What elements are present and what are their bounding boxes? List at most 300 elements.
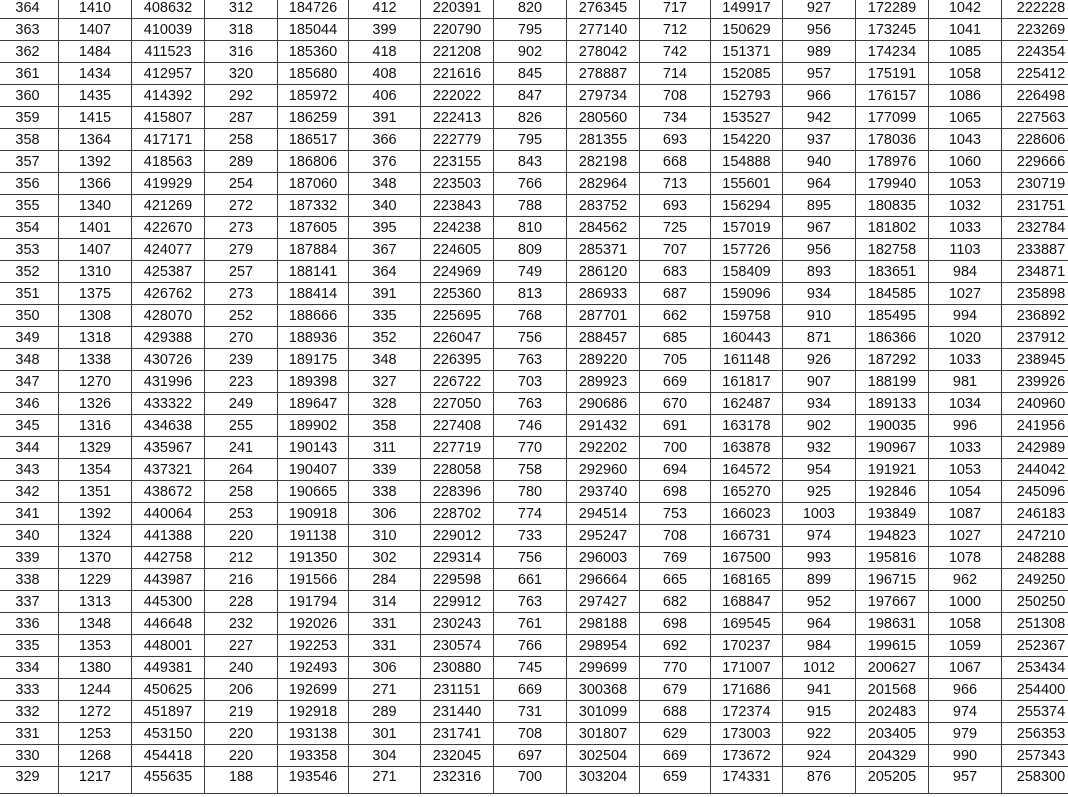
table-cell[interactable]: 192253 [278,635,349,657]
table-cell[interactable]: 902 [783,415,856,437]
table-cell[interactable]: 1375 [59,283,132,305]
table-cell[interactable]: 940 [783,151,856,173]
table-cell[interactable]: 1027 [929,283,1002,305]
table-cell[interactable]: 157726 [711,239,783,261]
table-cell[interactable]: 188 [205,767,278,794]
table-cell[interactable]: 300368 [567,679,640,701]
table-cell[interactable]: 693 [640,129,711,151]
table-cell[interactable]: 226722 [421,371,494,393]
table-cell[interactable]: 362 [0,41,59,63]
table-cell[interactable]: 399 [349,19,421,41]
table-cell[interactable]: 186366 [856,327,929,349]
table-cell[interactable]: 193138 [278,723,349,745]
table-cell[interactable]: 685 [640,327,711,349]
table-cell[interactable]: 190407 [278,459,349,481]
table-cell[interactable]: 227563 [1002,107,1068,129]
table-cell[interactable]: 188936 [278,327,349,349]
table-cell[interactable]: 256353 [1002,723,1068,745]
table-cell[interactable]: 189133 [856,393,929,415]
table-cell[interactable]: 195816 [856,547,929,569]
table-cell[interactable]: 173003 [711,723,783,745]
table-cell[interactable]: 1034 [929,393,1002,415]
table-cell[interactable]: 204329 [856,745,929,767]
table-cell[interactable]: 687 [640,283,711,305]
table-cell[interactable]: 820 [494,0,567,19]
table-cell[interactable]: 705 [640,349,711,371]
table-cell[interactable]: 276345 [567,0,640,19]
table-cell[interactable]: 925 [783,481,856,503]
table-cell[interactable]: 895 [783,195,856,217]
table-cell[interactable]: 338 [0,569,59,591]
table-cell[interactable]: 924 [783,745,856,767]
table-cell[interactable]: 205205 [856,767,929,794]
table-cell[interactable]: 937 [783,129,856,151]
table-cell[interactable]: 1043 [929,129,1002,151]
table-cell[interactable]: 233887 [1002,239,1068,261]
table-cell[interactable]: 957 [929,767,1002,794]
table-cell[interactable]: 181802 [856,217,929,239]
table-cell[interactable]: 289 [205,151,278,173]
table-cell[interactable]: 788 [494,195,567,217]
table-cell[interactable]: 202483 [856,701,929,723]
table-cell[interactable]: 1434 [59,63,132,85]
table-cell[interactable]: 745 [494,657,567,679]
table-cell[interactable]: 1058 [929,613,1002,635]
table-cell[interactable]: 424077 [132,239,205,261]
table-cell[interactable]: 703 [494,371,567,393]
table-cell[interactable]: 451897 [132,701,205,723]
table-cell[interactable]: 222022 [421,85,494,107]
table-cell[interactable]: 412957 [132,63,205,85]
table-cell[interactable]: 1370 [59,547,132,569]
table-cell[interactable]: 418 [349,41,421,63]
table-cell[interactable]: 196715 [856,569,929,591]
table-cell[interactable]: 669 [640,371,711,393]
table-cell[interactable]: 795 [494,19,567,41]
table-cell[interactable]: 270 [205,327,278,349]
table-cell[interactable]: 289923 [567,371,640,393]
table-cell[interactable]: 225360 [421,283,494,305]
table-cell[interactable]: 692 [640,635,711,657]
table-cell[interactable]: 411523 [132,41,205,63]
table-cell[interactable]: 763 [494,393,567,415]
table-cell[interactable]: 245096 [1002,481,1068,503]
table-cell[interactable]: 176157 [856,85,929,107]
table-cell[interactable]: 294514 [567,503,640,525]
table-cell[interactable]: 161817 [711,371,783,393]
table-cell[interactable]: 455635 [132,767,205,794]
table-cell[interactable]: 228702 [421,503,494,525]
table-cell[interactable]: 408632 [132,0,205,19]
table-cell[interactable]: 333 [0,679,59,701]
table-cell[interactable]: 758 [494,459,567,481]
table-cell[interactable]: 355 [0,195,59,217]
table-cell[interactable]: 1253 [59,723,132,745]
table-cell[interactable]: 298188 [567,613,640,635]
table-cell[interactable]: 189398 [278,371,349,393]
table-cell[interactable]: 191138 [278,525,349,547]
table-cell[interactable]: 418563 [132,151,205,173]
table-cell[interactable]: 224969 [421,261,494,283]
table-cell[interactable]: 1484 [59,41,132,63]
table-cell[interactable]: 220391 [421,0,494,19]
table-cell[interactable]: 1244 [59,679,132,701]
table-cell[interactable]: 174331 [711,767,783,794]
table-cell[interactable]: 225412 [1002,63,1068,85]
table-cell[interactable]: 296664 [567,569,640,591]
table-cell[interactable]: 1065 [929,107,1002,129]
table-cell[interactable]: 191794 [278,591,349,613]
table-cell[interactable]: 191566 [278,569,349,591]
table-cell[interactable]: 1354 [59,459,132,481]
table-cell[interactable]: 1033 [929,217,1002,239]
table-cell[interactable]: 190665 [278,481,349,503]
table-cell[interactable]: 429388 [132,327,205,349]
table-cell[interactable]: 187884 [278,239,349,261]
table-cell[interactable]: 1313 [59,591,132,613]
table-cell[interactable]: 345 [0,415,59,437]
table-cell[interactable]: 301099 [567,701,640,723]
table-cell[interactable]: 984 [783,635,856,657]
table-cell[interactable]: 964 [783,173,856,195]
table-cell[interactable]: 1053 [929,173,1002,195]
table-cell[interactable]: 708 [494,723,567,745]
table-cell[interactable]: 691 [640,415,711,437]
table-cell[interactable]: 154888 [711,151,783,173]
table-cell[interactable]: 228 [205,591,278,613]
table-cell[interactable]: 871 [783,327,856,349]
table-cell[interactable]: 668 [640,151,711,173]
table-cell[interactable]: 258300 [1002,767,1068,794]
table-cell[interactable]: 962 [929,569,1002,591]
table-cell[interactable]: 1326 [59,393,132,415]
table-cell[interactable]: 184585 [856,283,929,305]
table-cell[interactable]: 1059 [929,635,1002,657]
table-cell[interactable]: 223269 [1002,19,1068,41]
table-cell[interactable]: 246183 [1002,503,1068,525]
table-cell[interactable]: 284 [349,569,421,591]
table-cell[interactable]: 826 [494,107,567,129]
table-cell[interactable]: 713 [640,173,711,195]
table-cell[interactable]: 665 [640,569,711,591]
table-cell[interactable]: 152085 [711,63,783,85]
table-cell[interactable]: 290686 [567,393,640,415]
table-cell[interactable]: 1033 [929,349,1002,371]
table-cell[interactable]: 165270 [711,481,783,503]
table-cell[interactable]: 200627 [856,657,929,679]
table-cell[interactable]: 192918 [278,701,349,723]
table-cell[interactable]: 282964 [567,173,640,195]
table-cell[interactable]: 304 [349,745,421,767]
table-cell[interactable]: 172289 [856,0,929,19]
table-cell[interactable]: 813 [494,283,567,305]
table-cell[interactable]: 194823 [856,525,929,547]
table-cell[interactable]: 230574 [421,635,494,657]
table-cell[interactable]: 228396 [421,481,494,503]
table-cell[interactable]: 229666 [1002,151,1068,173]
table-cell[interactable]: 328 [349,393,421,415]
table-cell[interactable]: 425387 [132,261,205,283]
table-cell[interactable]: 352 [0,261,59,283]
table-cell[interactable]: 337 [0,591,59,613]
table-cell[interactable]: 278042 [567,41,640,63]
table-cell[interactable]: 348 [349,349,421,371]
table-cell[interactable]: 440064 [132,503,205,525]
table-cell[interactable]: 178976 [856,151,929,173]
table-cell[interactable]: 419929 [132,173,205,195]
table-cell[interactable]: 339 [0,547,59,569]
table-cell[interactable]: 934 [783,393,856,415]
table-cell[interactable]: 926 [783,349,856,371]
table-cell[interactable]: 192699 [278,679,349,701]
table-cell[interactable]: 229314 [421,547,494,569]
table-cell[interactable]: 979 [929,723,1002,745]
table-cell[interactable]: 768 [494,305,567,327]
table-cell[interactable]: 279734 [567,85,640,107]
table-cell[interactable]: 367 [349,239,421,261]
table-cell[interactable]: 222228 [1002,0,1068,19]
table-cell[interactable]: 414392 [132,85,205,107]
table-cell[interactable]: 342 [0,481,59,503]
table-cell[interactable]: 180835 [856,195,929,217]
table-cell[interactable]: 190035 [856,415,929,437]
table-cell[interactable]: 271 [349,767,421,794]
table-cell[interactable]: 1338 [59,349,132,371]
table-cell[interactable]: 197667 [856,591,929,613]
table-cell[interactable]: 203405 [856,723,929,745]
table-cell[interactable]: 756 [494,547,567,569]
table-cell[interactable]: 168165 [711,569,783,591]
table-cell[interactable]: 340 [0,525,59,547]
table-cell[interactable]: 435967 [132,437,205,459]
table-cell[interactable]: 223843 [421,195,494,217]
table-cell[interactable]: 164572 [711,459,783,481]
table-cell[interactable]: 763 [494,591,567,613]
table-cell[interactable]: 347 [0,371,59,393]
table-cell[interactable]: 250250 [1002,591,1068,613]
table-cell[interactable]: 292202 [567,437,640,459]
table-cell[interactable]: 329 [0,767,59,794]
table-cell[interactable]: 255374 [1002,701,1068,723]
table-cell[interactable]: 1027 [929,525,1002,547]
table-cell[interactable]: 199615 [856,635,929,657]
table-cell[interactable]: 450625 [132,679,205,701]
table-cell[interactable]: 253434 [1002,657,1068,679]
table-cell[interactable]: 150629 [711,19,783,41]
table-cell[interactable]: 449381 [132,657,205,679]
table-cell[interactable]: 1078 [929,547,1002,569]
table-cell[interactable]: 258 [205,481,278,503]
table-cell[interactable]: 358 [0,129,59,151]
table-cell[interactable]: 240 [205,657,278,679]
table-cell[interactable]: 241956 [1002,415,1068,437]
table-cell[interactable]: 168847 [711,591,783,613]
table-cell[interactable]: 206 [205,679,278,701]
table-cell[interactable]: 1324 [59,525,132,547]
table-cell[interactable]: 1054 [929,481,1002,503]
table-cell[interactable]: 254 [205,173,278,195]
table-cell[interactable]: 311 [349,437,421,459]
table-cell[interactable]: 231151 [421,679,494,701]
table-cell[interactable]: 344 [0,437,59,459]
table-cell[interactable]: 845 [494,63,567,85]
table-cell[interactable]: 335 [349,305,421,327]
table-cell[interactable]: 712 [640,19,711,41]
table-cell[interactable]: 430726 [132,349,205,371]
table-cell[interactable]: 295247 [567,525,640,547]
table-cell[interactable]: 1000 [929,591,1002,613]
table-cell[interactable]: 1415 [59,107,132,129]
table-cell[interactable]: 669 [640,745,711,767]
table-cell[interactable]: 187332 [278,195,349,217]
table-cell[interactable]: 166023 [711,503,783,525]
table-cell[interactable]: 770 [640,657,711,679]
table-cell[interactable]: 212 [205,547,278,569]
table-cell[interactable]: 282198 [567,151,640,173]
table-cell[interactable]: 941 [783,679,856,701]
table-cell[interactable]: 1268 [59,745,132,767]
table-cell[interactable]: 154220 [711,129,783,151]
table-cell[interactable]: 348 [0,349,59,371]
table-cell[interactable]: 1353 [59,635,132,657]
table-cell[interactable]: 659 [640,767,711,794]
table-cell[interactable]: 1410 [59,0,132,19]
table-cell[interactable]: 272 [205,195,278,217]
table-cell[interactable]: 1020 [929,327,1002,349]
table-cell[interactable]: 228606 [1002,129,1068,151]
table-cell[interactable]: 763 [494,349,567,371]
table-cell[interactable]: 173245 [856,19,929,41]
table-cell[interactable]: 1042 [929,0,1002,19]
table-cell[interactable]: 809 [494,239,567,261]
table-cell[interactable]: 252367 [1002,635,1068,657]
table-cell[interactable]: 318 [205,19,278,41]
table-cell[interactable]: 221208 [421,41,494,63]
table-cell[interactable]: 189175 [278,349,349,371]
table-cell[interactable]: 223503 [421,173,494,195]
table-cell[interactable]: 957 [783,63,856,85]
table-cell[interactable]: 350 [0,305,59,327]
table-cell[interactable]: 220790 [421,19,494,41]
table-cell[interactable]: 157019 [711,217,783,239]
table-cell[interactable]: 173672 [711,745,783,767]
table-cell[interactable]: 314 [349,591,421,613]
table-cell[interactable]: 359 [0,107,59,129]
table-cell[interactable]: 366 [349,129,421,151]
table-cell[interactable]: 766 [494,173,567,195]
table-cell[interactable]: 331 [349,613,421,635]
table-cell[interactable]: 188666 [278,305,349,327]
table-cell[interactable]: 954 [783,459,856,481]
table-cell[interactable]: 193358 [278,745,349,767]
table-cell[interactable]: 1270 [59,371,132,393]
table-cell[interactable]: 306 [349,503,421,525]
table-cell[interactable]: 163178 [711,415,783,437]
table-cell[interactable]: 339 [349,459,421,481]
table-cell[interactable]: 284562 [567,217,640,239]
table-cell[interactable]: 1435 [59,85,132,107]
table-cell[interactable]: 149917 [711,0,783,19]
table-cell[interactable]: 361 [0,63,59,85]
table-cell[interactable]: 226498 [1002,85,1068,107]
table-cell[interactable]: 364 [349,261,421,283]
table-cell[interactable]: 278887 [567,63,640,85]
table-cell[interactable]: 185360 [278,41,349,63]
table-cell[interactable]: 756 [494,327,567,349]
table-cell[interactable]: 234871 [1002,261,1068,283]
table-cell[interactable]: 279 [205,239,278,261]
table-cell[interactable]: 296003 [567,547,640,569]
table-cell[interactable]: 1086 [929,85,1002,107]
table-cell[interactable]: 193546 [278,767,349,794]
table-cell[interactable]: 1085 [929,41,1002,63]
table-cell[interactable]: 843 [494,151,567,173]
table-cell[interactable]: 178036 [856,129,929,151]
table-cell[interactable]: 222779 [421,129,494,151]
table-cell[interactable]: 1351 [59,481,132,503]
table-cell[interactable]: 190918 [278,503,349,525]
table-cell[interactable]: 956 [783,19,856,41]
table-cell[interactable]: 192493 [278,657,349,679]
table-cell[interactable]: 236892 [1002,305,1068,327]
table-cell[interactable]: 281355 [567,129,640,151]
table-cell[interactable]: 683 [640,261,711,283]
table-cell[interactable]: 700 [640,437,711,459]
table-cell[interactable]: 902 [494,41,567,63]
table-cell[interactable]: 708 [640,525,711,547]
table-cell[interactable]: 769 [640,547,711,569]
table-cell[interactable]: 694 [640,459,711,481]
table-cell[interactable]: 662 [640,305,711,327]
table-cell[interactable]: 446648 [132,613,205,635]
table-cell[interactable]: 227719 [421,437,494,459]
table-cell[interactable]: 714 [640,63,711,85]
table-cell[interactable]: 682 [640,591,711,613]
table-cell[interactable]: 303204 [567,767,640,794]
table-cell[interactable]: 454418 [132,745,205,767]
table-cell[interactable]: 437321 [132,459,205,481]
table-cell[interactable]: 753 [640,503,711,525]
table-cell[interactable]: 989 [783,41,856,63]
table-cell[interactable]: 302 [349,547,421,569]
table-cell[interactable]: 227 [205,635,278,657]
table-cell[interactable]: 227408 [421,415,494,437]
table-cell[interactable]: 219 [205,701,278,723]
table-cell[interactable]: 431996 [132,371,205,393]
table-cell[interactable]: 717 [640,0,711,19]
table-cell[interactable]: 191350 [278,547,349,569]
table-cell[interactable]: 1103 [929,239,1002,261]
table-cell[interactable]: 1067 [929,657,1002,679]
table-cell[interactable]: 161148 [711,349,783,371]
table-cell[interactable]: 700 [494,767,567,794]
table-cell[interactable]: 847 [494,85,567,107]
table-cell[interactable]: 230719 [1002,173,1068,195]
table-cell[interactable]: 186517 [278,129,349,151]
table-cell[interactable]: 244042 [1002,459,1068,481]
table-cell[interactable]: 185680 [278,63,349,85]
table-cell[interactable]: 348 [349,173,421,195]
table-cell[interactable]: 412 [349,0,421,19]
table-cell[interactable]: 417171 [132,129,205,151]
table-cell[interactable]: 351 [0,283,59,305]
table-cell[interactable]: 1058 [929,63,1002,85]
table-cell[interactable]: 330 [0,745,59,767]
table-cell[interactable]: 810 [494,217,567,239]
table-cell[interactable]: 327 [349,371,421,393]
table-cell[interactable]: 172374 [711,701,783,723]
table-cell[interactable]: 697 [494,745,567,767]
